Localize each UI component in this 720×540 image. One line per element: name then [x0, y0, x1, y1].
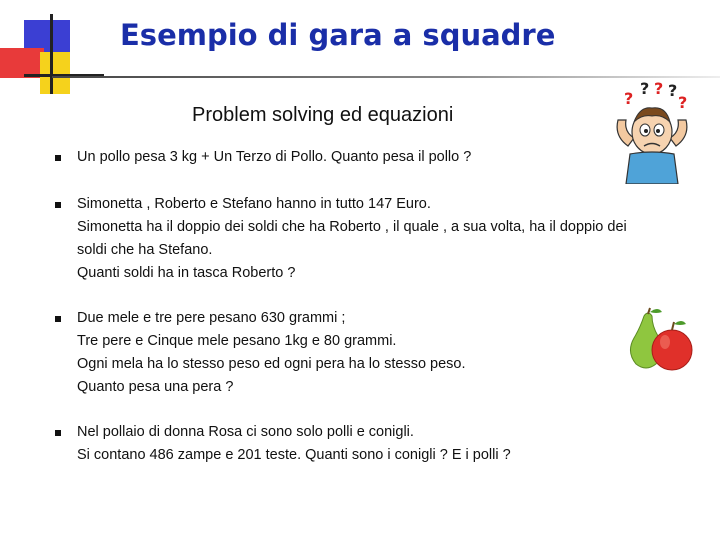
problem-line: Nel pollaio di donna Rosa ci sono solo polli e conigli. [77, 424, 414, 440]
svg-text:?: ? [640, 80, 650, 98]
corner-decoration [0, 0, 110, 100]
slide-title: Esempio di gara a squadre [120, 18, 556, 52]
problem-line: Simonetta , Roberto e Stefano hanno in tutto 147 Euro. [77, 196, 431, 212]
slide-subtitle: Problem solving ed equazioni [192, 104, 454, 126]
deco-yellow-bar [40, 52, 70, 94]
svg-text:?: ? [624, 89, 634, 108]
list-item [55, 146, 695, 169]
bullet-square-icon [55, 202, 61, 208]
bullet-square-icon [55, 430, 61, 436]
svg-text:?: ? [654, 80, 664, 98]
title-divider [52, 76, 720, 78]
list-item [55, 307, 695, 399]
problem-line: Un pollo pesa 3 kg + Un Terzo di Pollo. Quanto pesa il pollo ? [77, 149, 472, 165]
bullet-square-icon [55, 316, 61, 322]
bullet-square-icon [55, 155, 61, 161]
problem-line: Quanti soldi ha in tasca Roberto ? [77, 265, 296, 281]
problem-line: Tre pere e Cinque mele pesano 1kg e 80 grammi. [77, 333, 397, 349]
problem-line: Quanto pesa una pera ? [77, 379, 234, 395]
svg-text:?: ? [668, 81, 678, 100]
problem-list [55, 146, 695, 467]
deco-vertical-line [50, 14, 53, 94]
problem-line: Simonetta ha il doppio dei soldi che ha Roberto , il quale , a sua volta, ha il doppio dei [77, 219, 627, 235]
pear-and-apple-icon [626, 306, 694, 372]
problem-line: Ogni mela ha lo stesso peso ed ogni pera ha lo stesso peso. [77, 356, 466, 372]
list-item [55, 421, 695, 467]
svg-text:?: ? [678, 93, 688, 112]
list-item [55, 193, 695, 285]
problem-line: Due mele e tre pere pesano 630 grammi ; [77, 310, 346, 326]
problem-line: soldi che ha Stefano. [77, 242, 213, 258]
problem-line: Si contano 486 zampe e 201 teste. Quanti sono i conigli ? E i polli ? [77, 447, 511, 463]
